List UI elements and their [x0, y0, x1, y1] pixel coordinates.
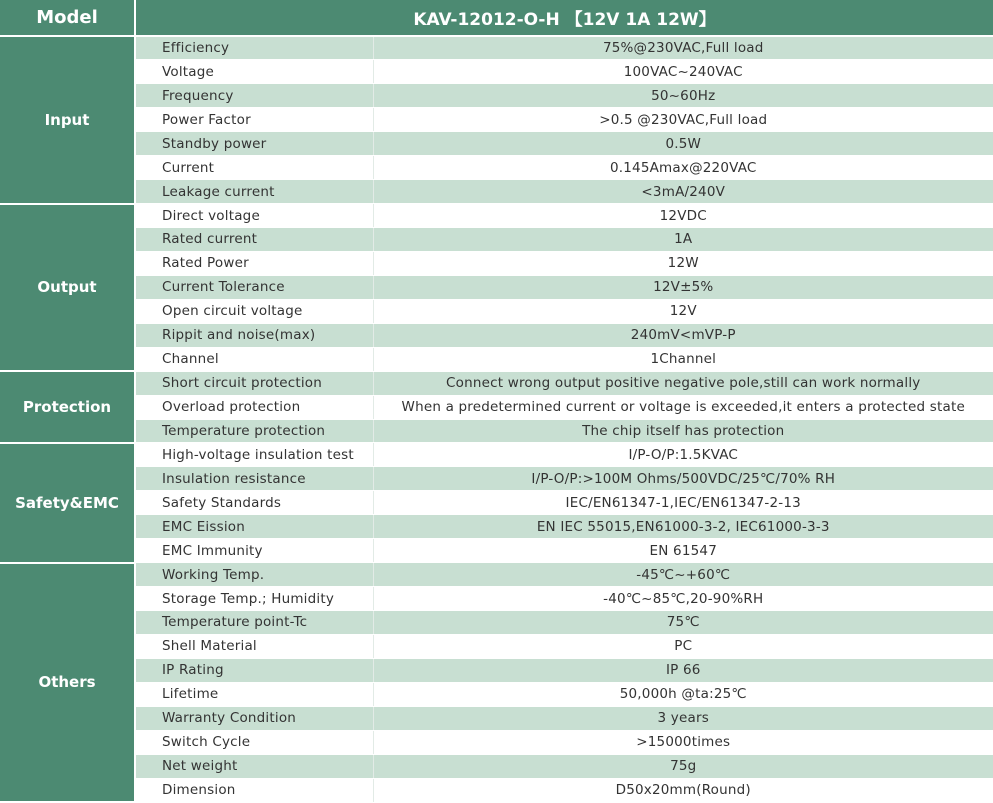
spec-row: [0, 682, 993, 706]
spec-value: When a predetermined current or voltage is exceeded,it enters a protected state: [373, 395, 993, 419]
spec-value: >0.5 @230VAC,Full load: [373, 108, 993, 132]
spec-row: [0, 587, 993, 611]
spec-label: Direct voltage: [135, 204, 373, 228]
spec-label: Storage Temp.; Humidity: [135, 587, 373, 611]
spec-value: D50x20mm(Round): [373, 778, 993, 802]
spec-row: [0, 228, 993, 252]
spec-value: Connect wrong output positive negative pole,still can work normally: [373, 371, 993, 395]
spec-row: [0, 275, 993, 299]
spec-label: Short circuit protection: [135, 371, 373, 395]
spec-value: 50,000h @ta:25℃: [373, 682, 993, 706]
spec-label: Insulation resistance: [135, 467, 373, 491]
spec-value: 240mV<mVP-P: [373, 323, 993, 347]
spec-value: >15000times: [373, 730, 993, 754]
spec-value: <3mA/240V: [373, 180, 993, 204]
spec-label: EMC Eission: [135, 515, 373, 539]
spec-value: I/P-O/P:>100M Ohms/500VDC/25℃/70% RH: [373, 467, 993, 491]
spec-label: IP Rating: [135, 658, 373, 682]
spec-row: [0, 611, 993, 635]
spec-label: Frequency: [135, 84, 373, 108]
spec-row: [0, 706, 993, 730]
spec-label: Channel: [135, 347, 373, 371]
spec-row: [0, 730, 993, 754]
spec-row: [0, 251, 993, 275]
spec-label: Leakage current: [135, 180, 373, 204]
spec-row: [0, 60, 993, 84]
spec-label: Rated current: [135, 228, 373, 252]
spec-label: Warranty Condition: [135, 706, 373, 730]
spec-row: [0, 371, 993, 395]
spec-value: 75℃: [373, 611, 993, 635]
spec-label: Lifetime: [135, 682, 373, 706]
spec-row: [0, 419, 993, 443]
spec-value: 1A: [373, 228, 993, 252]
spec-label: EMC Immunity: [135, 539, 373, 563]
spec-value: I/P-O/P:1.5KVAC: [373, 443, 993, 467]
spec-row: [0, 395, 993, 419]
spec-value: 75%@230VAC,Full load: [373, 36, 993, 60]
model-label: Model: [0, 0, 135, 36]
spec-label: Standby power: [135, 132, 373, 156]
spec-value: 75g: [373, 754, 993, 778]
spec-value: EN IEC 55015,EN61000-3-2, IEC61000-3-3: [373, 515, 993, 539]
group-label: Safety&EMC: [0, 443, 135, 563]
spec-label: Temperature protection: [135, 419, 373, 443]
spec-value: IP 66: [373, 658, 993, 682]
spec-label: Rated Power: [135, 251, 373, 275]
spec-label: Switch Cycle: [135, 730, 373, 754]
spec-label: Working Temp.: [135, 563, 373, 587]
spec-row: [0, 563, 993, 587]
spec-row: [0, 491, 993, 515]
spec-label: Shell Material: [135, 634, 373, 658]
group-label: Input: [0, 36, 135, 204]
spec-label: Efficiency: [135, 36, 373, 60]
spec-row: [0, 778, 993, 802]
spec-label: Current: [135, 156, 373, 180]
spec-row: [0, 658, 993, 682]
spec-row: [0, 156, 993, 180]
spec-value: 0.145Amax@220VAC: [373, 156, 993, 180]
spec-label: Rippit and noise(max): [135, 323, 373, 347]
group-label: Others: [0, 563, 135, 802]
spec-value: 3 years: [373, 706, 993, 730]
spec-row: [0, 467, 993, 491]
spec-value: EN 61547: [373, 539, 993, 563]
spec-value: The chip itself has protection: [373, 419, 993, 443]
spec-label: Current Tolerance: [135, 275, 373, 299]
spec-value: 0.5W: [373, 132, 993, 156]
spec-row: [0, 84, 993, 108]
spec-label: Dimension: [135, 778, 373, 802]
spec-row: [0, 754, 993, 778]
spec-row: [0, 323, 993, 347]
group-label: Output: [0, 204, 135, 372]
spec-row: [0, 204, 993, 228]
spec-value: 100VAC~240VAC: [373, 60, 993, 84]
spec-value: 12V±5%: [373, 275, 993, 299]
spec-label: High-voltage insulation test: [135, 443, 373, 467]
spec-label: Overload protection: [135, 395, 373, 419]
spec-row: [0, 108, 993, 132]
spec-value: 12V: [373, 299, 993, 323]
spec-row: [0, 132, 993, 156]
group-label: Protection: [0, 371, 135, 443]
header-row: [0, 0, 993, 36]
spec-value: -45℃~+60℃: [373, 563, 993, 587]
spec-value: 1Channel: [373, 347, 993, 371]
spec-label: Net weight: [135, 754, 373, 778]
spec-row: [0, 347, 993, 371]
spec-value: 12VDC: [373, 204, 993, 228]
spec-value: IEC/EN61347-1,IEC/EN61347-2-13: [373, 491, 993, 515]
spec-value: -40℃~85℃,20-90%RH: [373, 587, 993, 611]
spec-value: 12W: [373, 251, 993, 275]
spec-row: [0, 634, 993, 658]
spec-label: Voltage: [135, 60, 373, 84]
spec-label: Temperature point-Tc: [135, 611, 373, 635]
spec-label: Power Factor: [135, 108, 373, 132]
spec-row: [0, 299, 993, 323]
spec-value: 50~60Hz: [373, 84, 993, 108]
spec-value: PC: [373, 634, 993, 658]
spec-row: [0, 539, 993, 563]
spec-label: Safety Standards: [135, 491, 373, 515]
spec-row: [0, 515, 993, 539]
model-value: KAV-12012-O-H 【12V 1A 12W】: [135, 0, 993, 36]
spec-row: [0, 443, 993, 467]
spec-label: Open circuit voltage: [135, 299, 373, 323]
spec-row: [0, 36, 993, 60]
spec-row: [0, 180, 993, 204]
